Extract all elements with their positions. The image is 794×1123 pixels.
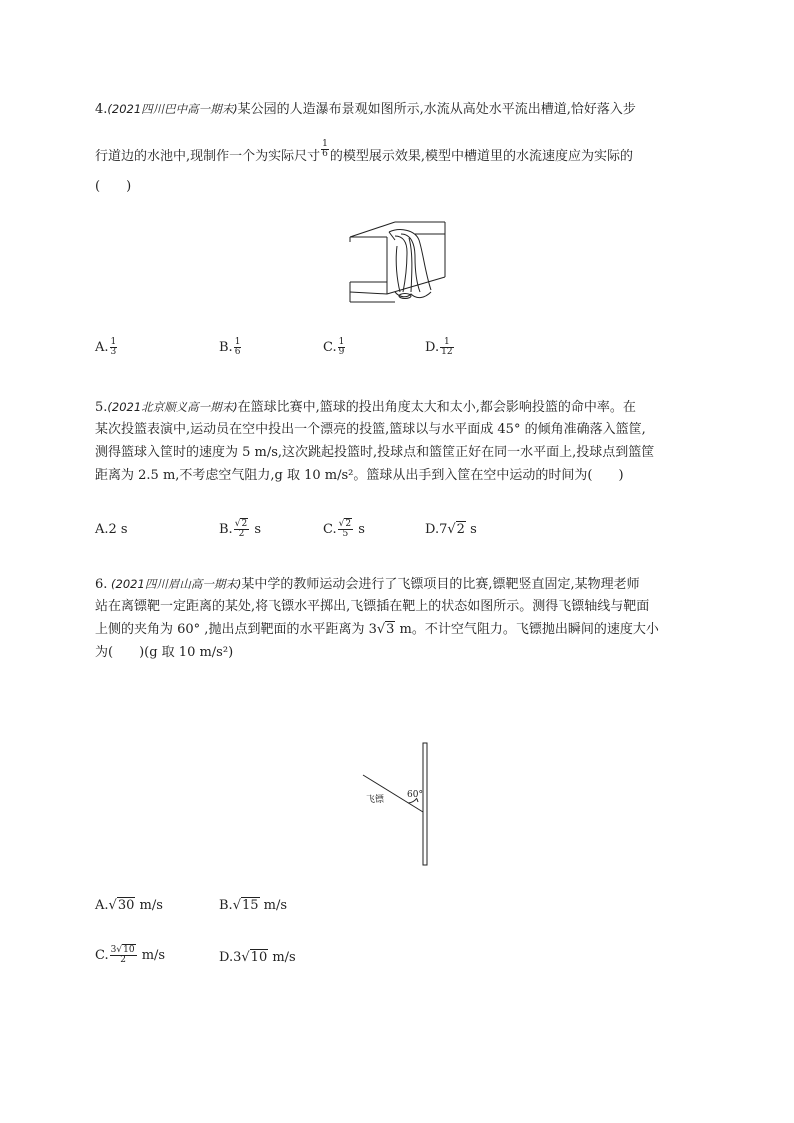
- q5-number: 5.: [95, 400, 108, 415]
- q6-option-a: A.√30 m/s: [95, 898, 163, 913]
- q4-source: (2021四川巴中高一期末): [107, 102, 238, 116]
- q4-answer-paren: ( ): [95, 179, 132, 194]
- angle-label: 60°: [407, 790, 423, 800]
- q5-option-a: A.2 s: [95, 522, 128, 537]
- q6-line-1: 6. (2021四川眉山高一期末)某中学的教师运动会进行了飞镖项目的比赛,镖靶竖直固定,某物理老师: [95, 577, 640, 592]
- q5-line-3: 测得篮球入筐时的速度为 5 m/s,这次跳起投篮时,投球点和篮筐正好在同一水平面上,投球点到篮筐: [95, 445, 655, 460]
- q6-option-b: B.√15 m/s: [219, 898, 288, 913]
- q6-option-c: C. $\frac{3√10}{2}$ m/s: [95, 945, 166, 965]
- waterfall-figure: [345, 212, 450, 307]
- dartboard: [423, 743, 427, 865]
- q5-option-d: D.7√2 s: [425, 522, 477, 537]
- q5-option-c: C. $\frac{√2}{5}$ s: [323, 519, 365, 539]
- q5-line-2: 某次投篮表演中,运动员在空中投出一个漂亮的投篮,篮球以与水平面成 45° 的倾角准确落入篮筐,: [95, 422, 646, 437]
- q4-line-2: 行道边的水池中,现制作一个为实际尺寸 $\frac{1}{6}$ 的模型展示效果,模型中槽道里的水流速度应为实际的: [95, 139, 634, 164]
- q5-source: (2021北京顺义高一期末): [107, 400, 238, 414]
- q4-line-1: 4.(2021四川巴中高一期末)某公园的人造瀑布景观如图所示,水流从高处水平流出槽道,恰好落入步: [95, 102, 636, 117]
- q4-number: 4.: [95, 102, 108, 117]
- q5-line-4: 距离为 2.5 m,不考虑空气阻力,g 取 10 m/s²。篮球从出手到入筐在空中运动的时间为( ): [95, 468, 624, 483]
- q6-number: 6.: [95, 577, 108, 592]
- q4-option-a: A. $\frac{1}{3}$: [95, 337, 117, 357]
- q5-line-1: 5.(2021北京顺义高一期末)在篮球比赛中,篮球的投出角度太大和太小,都会影响投篮的命中率。在: [95, 400, 636, 415]
- q6-option-d: D.3√10 m/s: [219, 950, 296, 965]
- q4-option-b: B. $\frac{1}{6}$: [219, 337, 241, 357]
- q4-fraction: $\frac{1}{6}$: [322, 139, 328, 159]
- q5-option-b: B. $\frac{√2}{2}$ s: [219, 519, 261, 539]
- dart-label: 飞镖: [366, 795, 385, 805]
- q6-line-2: 站在离镖靶一定距离的某处,将飞镖水平掷出,飞镖插在靶上的状态如图所示。测得飞镖轴线与靶面: [95, 599, 650, 614]
- dart-figure: [360, 740, 440, 870]
- q6-source: (2021四川眉山高一期末): [107, 577, 242, 591]
- q6-line-4: 为( )(g 取 10 m/s²): [95, 645, 234, 660]
- q4-option-d: D. $\frac{1}{12}$: [425, 337, 453, 357]
- q6-line-3: 上侧的夹角为 60° ,抛出点到靶面的水平距离为 3√3 m。不计空气阻力。飞镖抛出瞬间的速度大小: [95, 622, 659, 637]
- q4-option-c: C. $\frac{1}{9}$: [323, 337, 345, 357]
